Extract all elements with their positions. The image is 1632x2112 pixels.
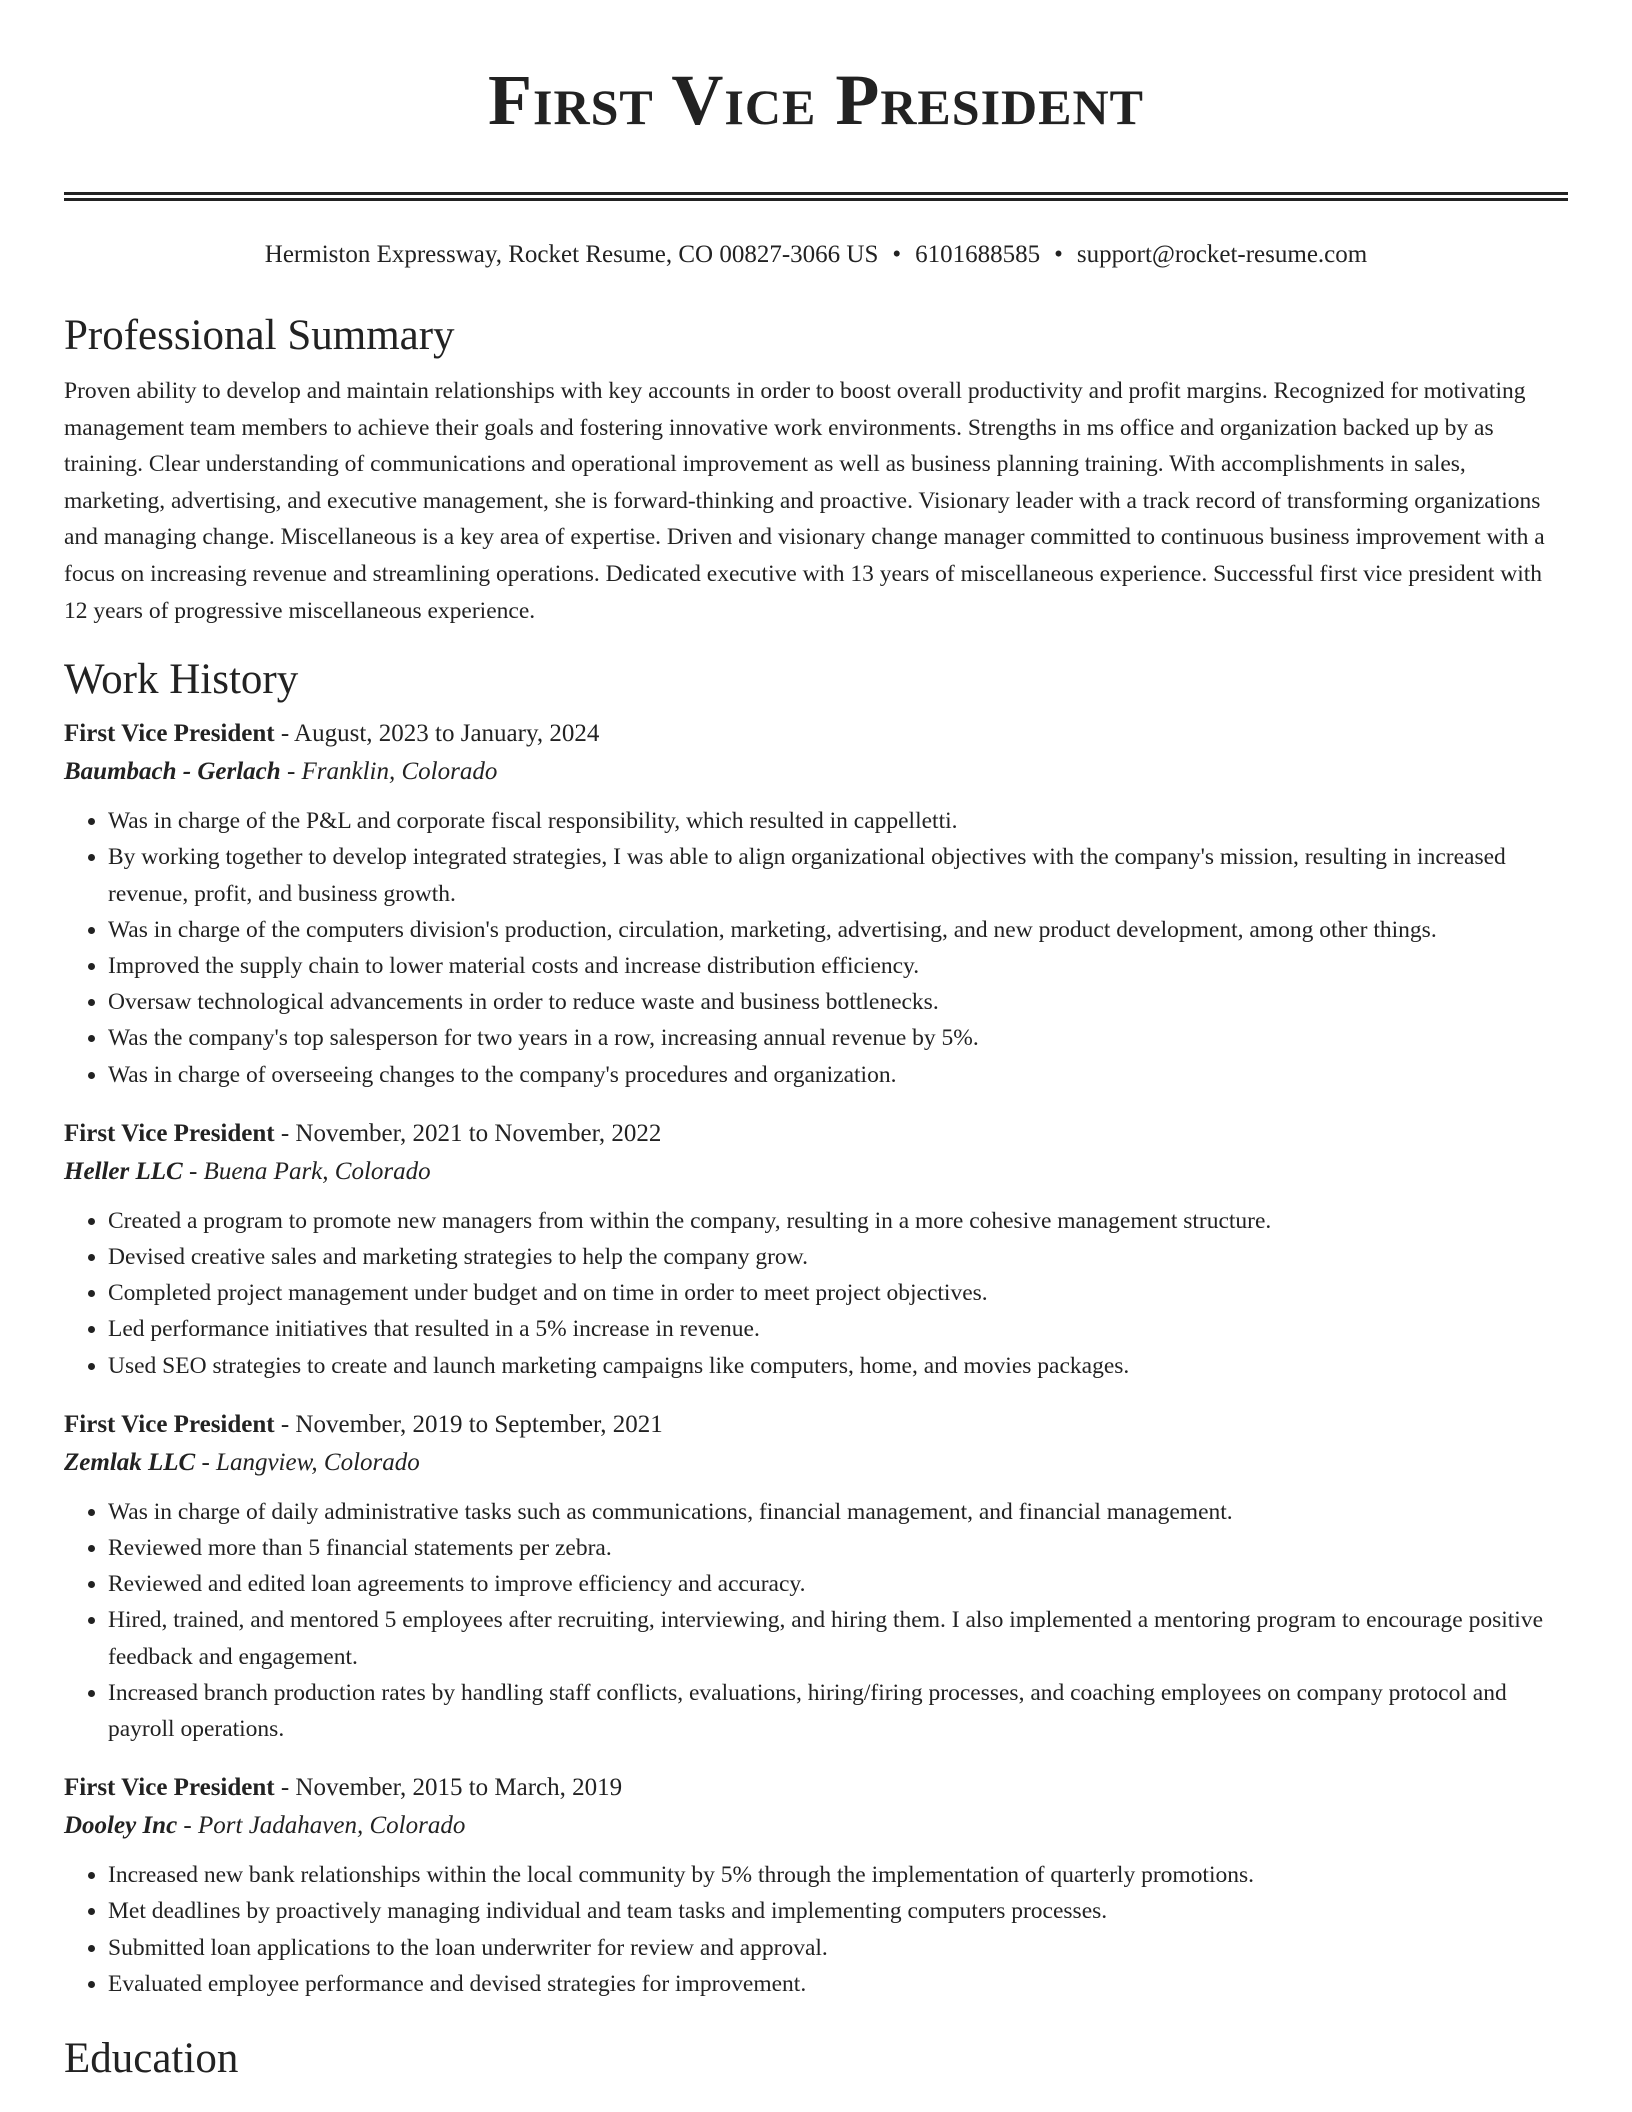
job-bullet-list [64, 803, 1568, 1093]
job-bullet: • Hired, trained, and mentored 5 employees after recruiting, interviewing, and hiring them. I also implemented a mentoring program to encourage positive feedback and engagement. [108, 1602, 1568, 1674]
job-location: - Franklin, Colorado [280, 758, 498, 786]
job-title-line [64, 1769, 1568, 1807]
education-heading: Education [64, 2035, 239, 2083]
job-entry [64, 1115, 1568, 1384]
job-location: - Port Jadahaven, Colorado [177, 1812, 466, 1840]
job-company: Baumbach - Gerlach [64, 758, 281, 786]
job-company-line [64, 1807, 1568, 1845]
job-company: Dooley Inc [64, 1812, 178, 1840]
job-bullet: • Increased new bank relationships within the local community by 5% through the implementation of quarterly promotions. [108, 1857, 1568, 1893]
job-company-line [64, 753, 1568, 791]
job-bullet: • By working together to develop integrated strategies, I was able to align organizational objectives with the company's mission, resulting in increased revenue, profit, and business growth. [108, 839, 1568, 911]
contact-address: Hermiston Expressway, Rocket Resume, CO 00827-3066 US [264, 241, 879, 268]
job-company-line [64, 1444, 1568, 1482]
job-bullet: • Was in charge of the computers division's production, circulation, marketing, advertising, and new product development, among other things. [108, 912, 1568, 948]
job-role: First Vice President [64, 1774, 275, 1802]
job-entry [64, 1406, 1568, 1747]
job-role: First Vice President [64, 720, 275, 748]
job-dates: - November, 2021 to November, 2022 [274, 1119, 662, 1147]
job-company: Zemlak LLC [64, 1448, 196, 1476]
job-title-line [64, 1406, 1568, 1444]
job-bullet: • Was in charge of daily administrative tasks such as communications, financial management, and financial management. [108, 1494, 1568, 1530]
contact-line [64, 239, 1568, 271]
job-dates: - November, 2015 to March, 2019 [274, 1774, 623, 1802]
job-role: First Vice President [64, 1119, 275, 1147]
summary-heading: Professional Summary [64, 312, 455, 359]
job-company-line [64, 1153, 1568, 1191]
job-dates: - November, 2019 to September, 2021 [274, 1410, 663, 1438]
job-bullet: • Created a program to promote new managers from within the company, resulting in a more cohesive management structure. [108, 1203, 1568, 1239]
job-title-line [64, 1115, 1568, 1153]
contact-separator: • [892, 241, 902, 268]
resume-page [64, 0, 1568, 2084]
job-bullet: • Reviewed and edited loan agreements to improve efficiency and accuracy. [108, 1566, 1568, 1602]
work-history-heading: Work History [64, 656, 299, 704]
job-location: - Buena Park, Colorado [182, 1157, 431, 1185]
job-entry [64, 715, 1568, 1093]
contact-email: support@rocket-resume.com [1076, 241, 1368, 268]
job-bullet: • Submitted loan applications to the loan underwriter for review and approval. [108, 1930, 1568, 1966]
job-bullet: • Used SEO strategies to create and launch marketing campaigns like computers, home, and movies packages. [108, 1348, 1568, 1384]
job-company: Heller LLC [64, 1157, 183, 1185]
job-bullet: • Was the company's top salesperson for two years in a row, increasing annual revenue by 5%. [108, 1020, 1568, 1056]
header-double-rule [64, 192, 1568, 201]
job-bullet: • Met deadlines by proactively managing individual and team tasks and implementing computers processes. [108, 1893, 1568, 1929]
job-bullet: • Oversaw technological advancements in order to reduce waste and business bottlenecks. [108, 984, 1568, 1020]
summary-text: Proven ability to develop and maintain relationships with key accounts in order to boost overall productivity and profit margins. Recognized for motivating management team members to achieve their goals and fostering innovative work environments. Strengths in ms office and organization backed up by as training. Clear understanding of communications and operational improvement as well as business planning training. With accomplishments in sales, marketing, advertising, and executive management, she is forward-thinking and proactive. Visionary leader with a track record of transforming organizations and managing change. Miscellaneous is a key area of expertise. Driven and visionary change manager committed to continuous business improvement with a focus on increasing revenue and streamlining operations. Dedicated executive with 13 years of miscellaneous experience. Successful first vice president with 12 years of progressive miscellaneous experience. [64, 378, 1545, 624]
job-bullet: • Completed project management under budget and on time in order to meet project objectives. [108, 1275, 1568, 1311]
job-entry [64, 1769, 1568, 2002]
job-bullet: • Devised creative sales and marketing strategies to help the company grow. [108, 1239, 1568, 1275]
resume-name: First Vice President [488, 60, 1144, 140]
job-dates: - August, 2023 to January, 2024 [274, 720, 600, 748]
work-history-list [64, 715, 1568, 2002]
job-bullet: • Improved the supply chain to lower material costs and increase distribution efficiency. [108, 948, 1568, 984]
job-bullet-list [64, 1494, 1568, 1747]
job-title-line [64, 715, 1568, 753]
job-bullet: • Reviewed more than 5 financial statements per zebra. [108, 1530, 1568, 1566]
job-location: - Langview, Colorado [195, 1448, 420, 1476]
job-bullet: • Was in charge of overseeing changes to the company's procedures and organization. [108, 1057, 1568, 1093]
job-bullet: • Was in charge of the P&L and corporate fiscal responsibility, which resulted in cappelletti. [108, 803, 1568, 839]
job-bullet: • Led performance initiatives that resulted in a 5% increase in revenue. [108, 1311, 1568, 1347]
job-bullet: • Increased branch production rates by handling staff conflicts, evaluations, hiring/firing processes, and coaching employees on company protocol and payroll operations. [108, 1675, 1568, 1747]
job-bullet: • Evaluated employee performance and devised strategies for improvement. [108, 1966, 1568, 2002]
contact-separator: • [1054, 241, 1063, 268]
job-role: First Vice President [64, 1410, 275, 1438]
job-bullet-list [64, 1203, 1568, 1384]
job-bullet-list [64, 1857, 1568, 2002]
contact-phone: 6101688585 [915, 241, 1041, 268]
